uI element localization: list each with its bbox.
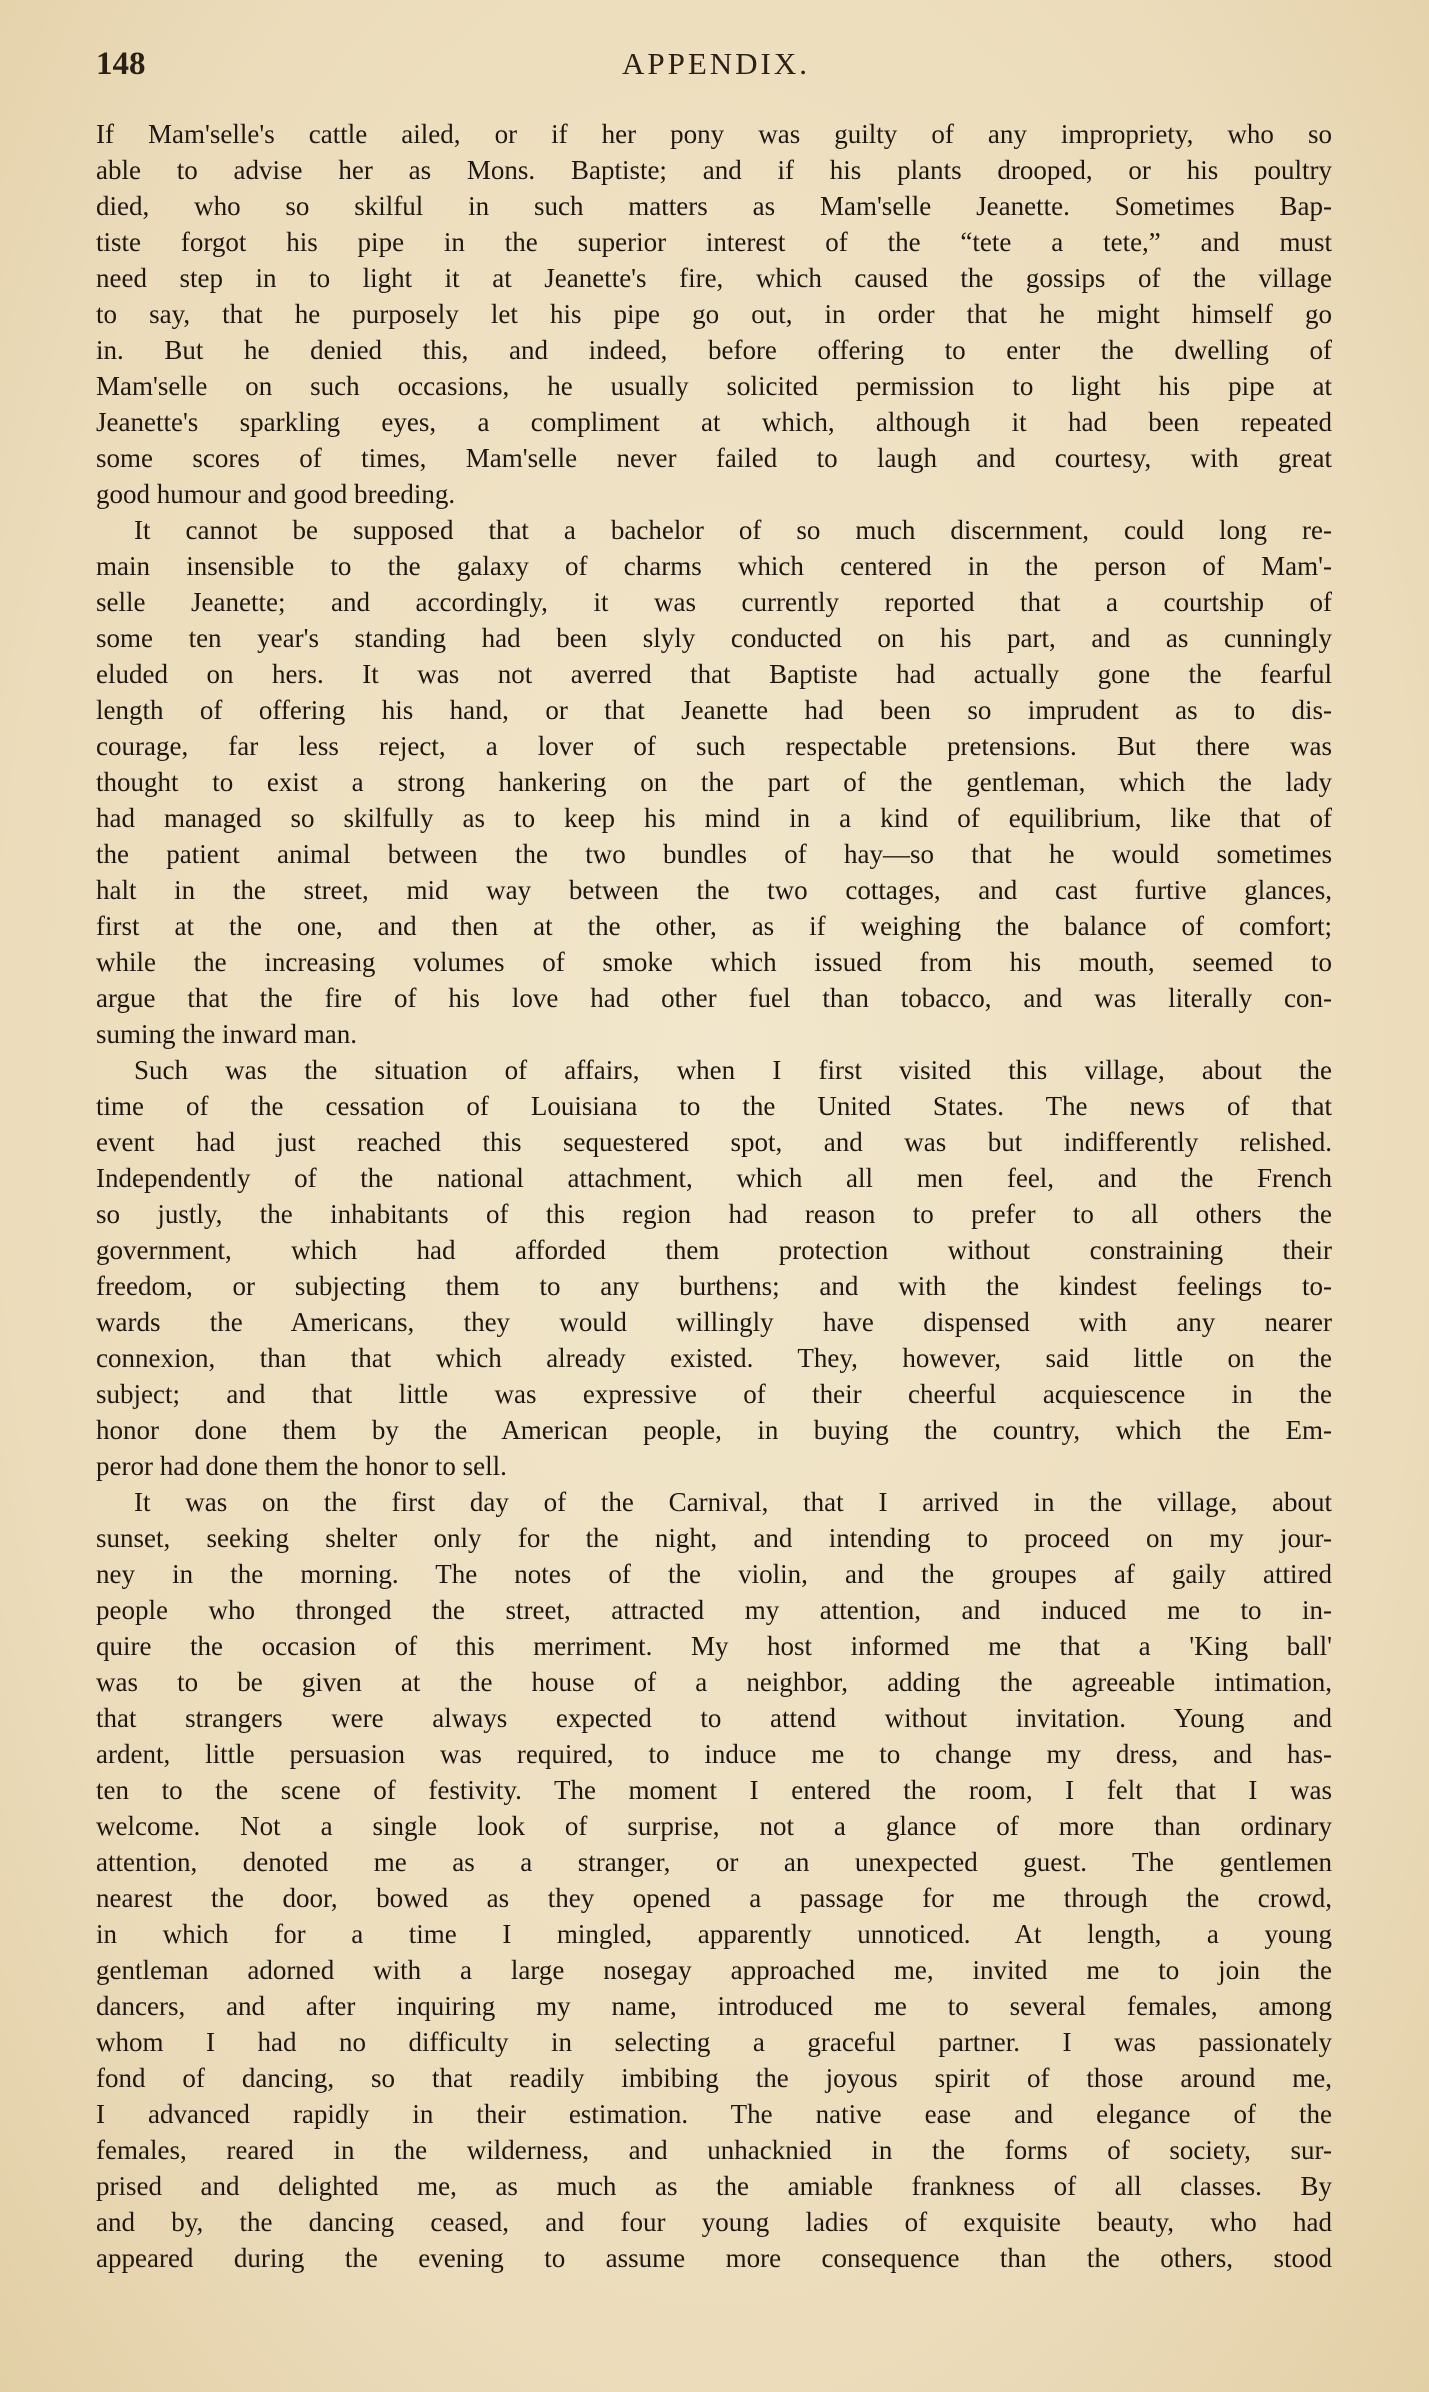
text-line: gentleman adorned with a large nosegay approached me, invited me to join the xyxy=(96,1955,1332,1985)
text-line: freedom, or subjecting them to any burthens; and with the kindest feelings to- xyxy=(96,1271,1332,1301)
body-text xyxy=(96,116,1332,2276)
text-line: dancers, and after inquiring my name, introduced me to several females, among xyxy=(96,1991,1332,2021)
text-line: ney in the morning. The notes of the violin, and the groupes af gaily attired xyxy=(96,1559,1332,1589)
text-line: so justly, the inhabitants of this region had reason to prefer to all others the xyxy=(96,1199,1332,1229)
text-line: If Mam'selle's cattle ailed, or if her pony was guilty of any impropriety, who so xyxy=(96,119,1332,149)
text-line: event had just reached this sequestered spot, and was but indifferently relished. xyxy=(96,1127,1332,1157)
text-line: some scores of times, Mam'selle never failed to laugh and courtesy, with great xyxy=(96,443,1332,473)
text-line: that strangers were always expected to attend without invitation. Young and xyxy=(96,1703,1332,1733)
text-line: was to be given at the house of a neighbor, adding the agreeable intimation, xyxy=(96,1667,1332,1697)
text-line: while the increasing volumes of smoke which issued from his mouth, seemed to xyxy=(96,947,1332,977)
text-line: honor done them by the American people, in buying the country, which the Em- xyxy=(96,1415,1332,1445)
text-line: tiste forgot his pipe in the superior interest of the “tete a tete,” and must xyxy=(96,227,1332,257)
text-line: halt in the street, mid way between the two cottages, and cast furtive glances, xyxy=(96,875,1332,905)
text-line: in which for a time I mingled, apparently unnoticed. At length, a young xyxy=(96,1919,1332,1949)
text-line: some ten year's standing had been slyly conducted on his part, and as cunningly xyxy=(96,623,1332,653)
text-line: prised and delighted me, as much as the amiable frankness of all classes. By xyxy=(96,2171,1332,2201)
text-line: attention, denoted me as a stranger, or an unexpected guest. The gentlemen xyxy=(96,1847,1332,1877)
text-line: whom I had no difficulty in selecting a graceful partner. I was passionately xyxy=(96,2027,1332,2057)
text-line: people who thronged the street, attracted my attention, and induced me to in- xyxy=(96,1595,1332,1625)
text-line: welcome. Not a single look of surprise, not a glance of more than ordinary xyxy=(96,1811,1332,1841)
text-line: sunset, seeking shelter only for the night, and intending to proceed on my jour- xyxy=(96,1523,1332,1553)
running-head-title: APPENDIX. xyxy=(621,46,811,81)
text-line: died, who so skilful in such matters as Mam'selle Jeanette. Sometimes Bap- xyxy=(96,191,1332,221)
text-line: argue that the fire of his love had other fuel than tobacco, and was literally con- xyxy=(96,983,1332,1013)
text-line: connexion, than that which already existed. They, however, said little on the xyxy=(96,1343,1332,1373)
page-number: 148 xyxy=(96,46,146,82)
text-line: and by, the dancing ceased, and four young ladies of exquisite beauty, who had xyxy=(96,2207,1332,2237)
text-line: appeared during the evening to assume more consequence than the others, stood xyxy=(96,2243,1332,2273)
text-line: had managed so skilfully as to keep his mind in a kind of equilibrium, like that of xyxy=(96,803,1332,833)
text-line: selle Jeanette; and accordingly, it was currently reported that a courtship of xyxy=(96,587,1332,617)
text-line: fond of dancing, so that readily imbibing the joyous spirit of those around me, xyxy=(96,2063,1332,2093)
text-line: eluded on hers. It was not averred that Baptiste had actually gone the fearful xyxy=(96,659,1332,689)
running-head xyxy=(96,46,1336,86)
text-line: the patient animal between the two bundles of hay—so that he would sometimes xyxy=(96,839,1332,869)
text-line: able to advise her as Mons. Baptiste; and if his plants drooped, or his poultry xyxy=(96,155,1332,185)
text-line: to say, that he purposely let his pipe go out, in order that he might himself go xyxy=(96,299,1332,329)
paragraph-end-line: peror had done them the honor to sell. xyxy=(96,1451,507,1481)
text-line: I advanced rapidly in their estimation. The native ease and elegance of the xyxy=(96,2099,1332,2129)
paragraph-end-line: good humour and good breeding. xyxy=(96,479,456,509)
text-line: first at the one, and then at the other, as if weighing the balance of comfort; xyxy=(96,911,1332,941)
text-line: females, reared in the wilderness, and unhacknied in the forms of society, sur- xyxy=(96,2135,1332,2165)
text-line: Independently of the national attachment, which all men feel, and the French xyxy=(96,1163,1332,1193)
text-line: length of offering his hand, or that Jeanette had been so imprudent as to dis- xyxy=(96,695,1332,725)
text-line: in. But he denied this, and indeed, before offering to enter the dwelling of xyxy=(96,335,1332,365)
text-line: main insensible to the galaxy of charms which centered in the person of Mam'- xyxy=(96,551,1332,581)
paragraph-end-line: suming the inward man. xyxy=(96,1019,357,1049)
text-line: ardent, little persuasion was required, to induce me to change my dress, and has- xyxy=(96,1739,1332,1769)
paragraph-start-line: It was on the first day of the Carnival, that I arrived in the village, about xyxy=(134,1487,1332,1517)
text-line: ten to the scene of festivity. The moment I entered the room, I felt that I was xyxy=(96,1775,1332,1805)
text-line: Mam'selle on such occasions, he usually solicited permission to light his pipe at xyxy=(96,371,1332,401)
text-line: subject; and that little was expressive of their cheerful acquiescence in the xyxy=(96,1379,1332,1409)
text-line: Jeanette's sparkling eyes, a compliment at which, although it had been repeated xyxy=(96,407,1332,437)
text-line: time of the cessation of Louisiana to the United States. The news of that xyxy=(96,1091,1332,1121)
text-line: need step in to light it at Jeanette's fire, which caused the gossips of the village xyxy=(96,263,1332,293)
text-line: courage, far less reject, a lover of such respectable pretensions. But there was xyxy=(96,731,1332,761)
text-line: wards the Americans, they would willingly have dispensed with any nearer xyxy=(96,1307,1332,1337)
text-line: quire the occasion of this merriment. My host informed me that a 'King ball' xyxy=(96,1631,1332,1661)
text-line: thought to exist a strong hankering on the part of the gentleman, which the lady xyxy=(96,767,1332,797)
paragraph-start-line: Such was the situation of affairs, when I first visited this village, about the xyxy=(134,1055,1332,1085)
paragraph-start-line: It cannot be supposed that a bachelor of so much discernment, could long re- xyxy=(134,515,1332,545)
text-line: nearest the door, bowed as they opened a passage for me through the crowd, xyxy=(96,1883,1332,1913)
text-line: government, which had afforded them protection without constraining their xyxy=(96,1235,1332,1265)
